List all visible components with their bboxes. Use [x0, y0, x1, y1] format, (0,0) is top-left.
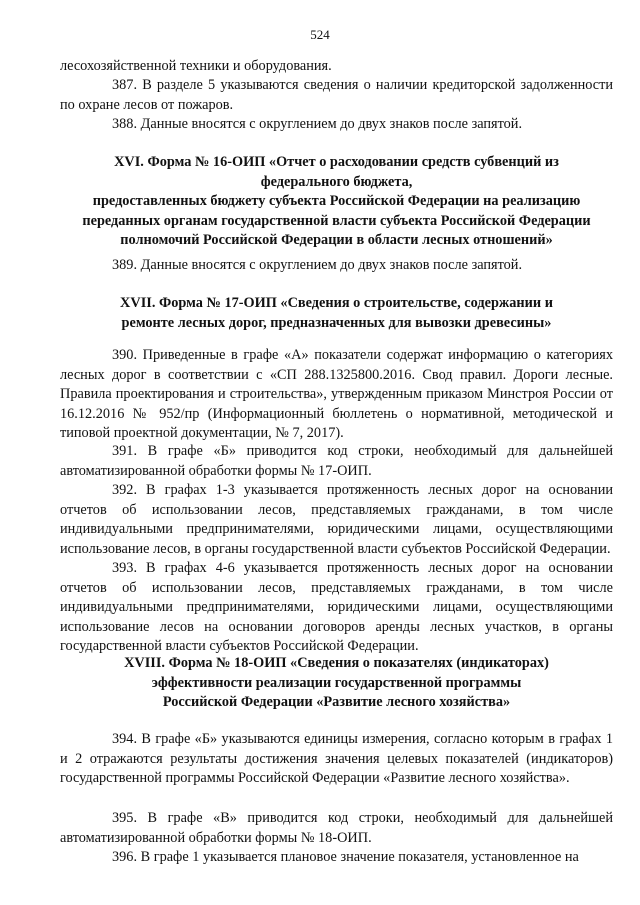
- heading-line: XVIII. Форма № 18-ОИП «Сведения о показателях (индикаторах): [124, 655, 549, 671]
- paragraph-396: 396. В графе 1 указывается плановое значение показателя, установленное на: [112, 849, 579, 865]
- paragraph-393: 393. В графах 4-6 указывается протяженность лесных дорог на основании отчетов об использовании лесов, представляемых гражданами, в том числе индивидуальными предпринимателями, юридическими лицами, осуществляющими использование лесов на основании договоров аренды лесных участков, в органы государственной власти субъектов Российской Федерации.: [60, 560, 613, 654]
- section-heading-xvi: [60, 153, 613, 251]
- paragraph-389: 389. Данные вносятся с округлением до двух знаков после запятой.: [112, 257, 523, 273]
- paragraph-391: 391. В графе «Б» приводится код строки, необходимый для дальнейшей автоматизированной обработки формы № 17-ОИП.: [60, 443, 613, 479]
- heading-line: эффективности реализации государственной программы: [151, 674, 522, 691]
- paragraph-394: 394. В графе «Б» указываются единицы измерения, согласно которым в графах 1 и 2 отражаются результаты достижения значения целевых показателей (индикаторов) государственной программы Российской Федерации «Развитие лесного хозяйства».: [60, 731, 613, 786]
- heading-line: предоставленных бюджету субъекта Российской Федерации на реализацию: [92, 193, 581, 209]
- section-heading-xviii: [60, 654, 613, 713]
- paragraph-continuation: лесохозяйственной техники и оборудования.: [60, 58, 332, 74]
- heading-line: ремонте лесных дорог, предназначенных для вывозки древесины»: [121, 314, 552, 331]
- paragraph-388: 388. Данные вносятся с округлением до двух знаков после запятой.: [112, 116, 523, 132]
- heading-line: федерального бюджета,: [260, 173, 413, 190]
- heading-line: XVII. Форма № 17-ОИП «Сведения о строительстве, содержании и: [120, 295, 553, 311]
- heading-line: полномочий Российской Федерации в области лесных отношений»: [120, 232, 553, 248]
- heading-line: XVI. Форма № 16-ОИП «Отчет о расходовании средств субвенций из: [114, 154, 559, 170]
- paragraph-392: 392. В графах 1-3 указывается протяженность лесных дорог на основании отчетов об использовании лесов, представляемых гражданами, в том числе индивидуальными предпринимателями, юридическими лицами, осуществляющими использование лесов, в органы государственной власти субъектов Российской Федерации.: [60, 482, 613, 557]
- page-number: 524: [310, 27, 330, 42]
- heading-line: Российской Федерации «Развитие лесного хозяйства»: [162, 694, 511, 710]
- section-heading-xvii: [60, 294, 613, 333]
- paragraph-387: 387. В разделе 5 указываются сведения о наличии кредиторской задолженности по охране лесов от пожаров.: [60, 77, 613, 113]
- paragraph-395: 395. В графе «В» приводится код строки, необходимый для дальнейшей автоматизированной обработки формы № 18-ОИП.: [60, 810, 613, 846]
- heading-line: переданных органам государственной власти субъекта Российской Федерации: [82, 212, 591, 229]
- paragraph-390: 390. Приведенные в графе «А» показатели содержат информацию о категориях лесных дорог в соответствии с «СП 288.1325800.2016. Свод правил. Дороги лесные. Правила проектирования и строительства», утвержденным приказом Минстроя России от 16.12.2016 № 952/пр (Информационный бюллетень о нормативной, методической и типовой проектной документации, № 7, 2017).: [60, 347, 613, 441]
